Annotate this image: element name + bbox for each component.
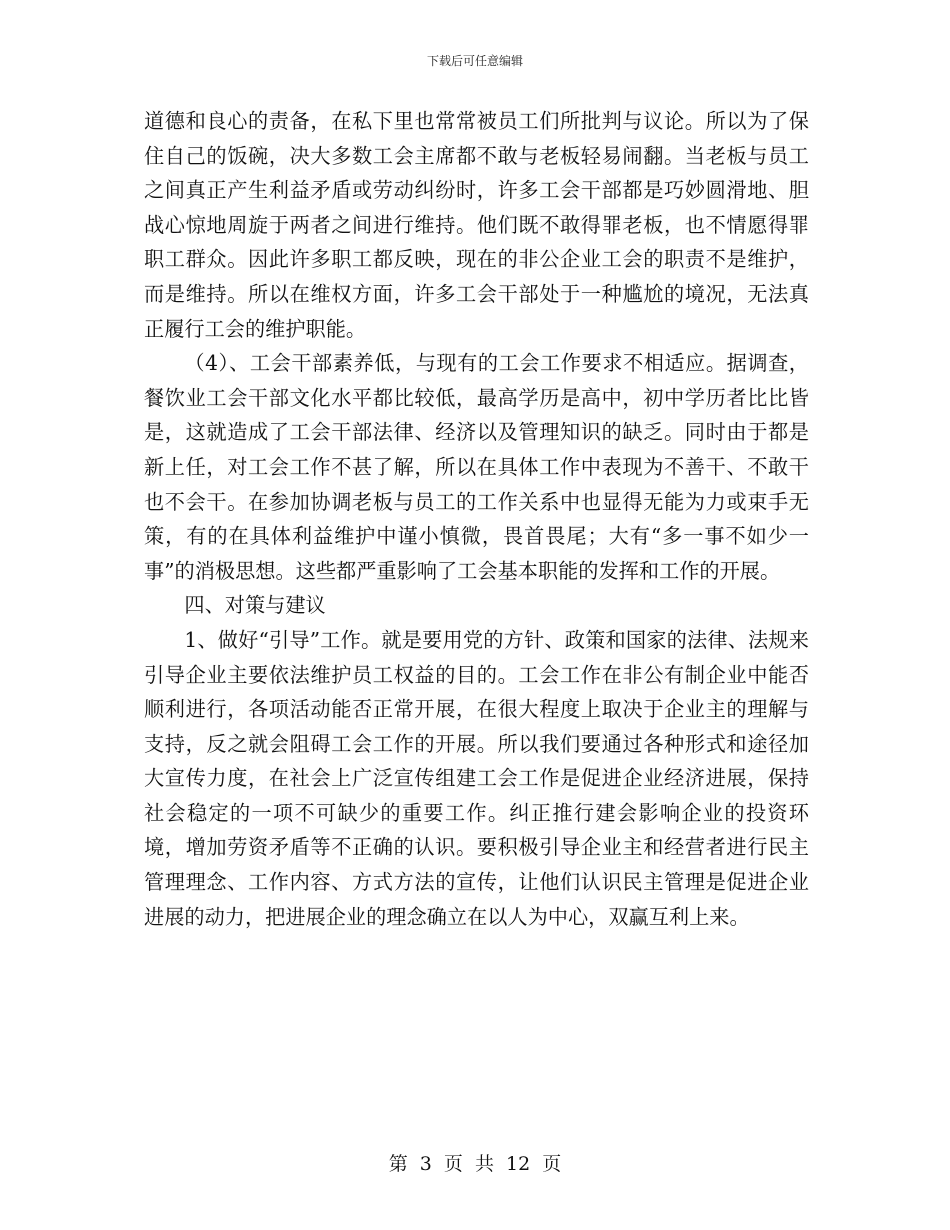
paragraph-continuation: 道德和良心的责备，在私下里也常常被员工们所批判与议论。所以为了保住自己的饭碗，决大多数工会主席都不敢与老板轻易闹翻。当老板与员工之间真正产生利益矛盾或劳动纠纷时，许多工会干部都是巧妙圆滑地、胆战心惊地周旋于两者之间进行维持。他们既不敢得罪老板，也不情愿得罪职工群众。因此许多职工都反映，现在的非公企业工会的职责不是维护，而是维持。所以在维权方面，许多工会干部处于一种尴尬的境况，无法真正履行工会的维护职能。	[144, 109, 809, 341]
section-heading: 四、对策与建议	[184, 593, 326, 618]
paragraph-point-1: 1、做好“引导”工作。就是要用党的方针、政策和国家的法律、法规来引导企业主要依法维护员工权益的目的。工会工作在非公有制企业中能否顺利进行，各项活动能否正常开展，在很大程度上取决于企业主的理解与支持，反之就会阻碍工会工作的开展。所以我们要通过各种形式和途径加大宣传力度，在社会上广泛宣传组建工会工作是促进企业经济进展，保持社会稳定的一项不可缺少的重要工作。纠正推行建会影响企业的投资环境，增加劳资矛盾等不正确的认识。要积极引导企业主和经营者进行民主管理理念、工作内容、方式方法的宣传，让他们认识民主管理是促进企业进展的动力，把进展企业的理念确立在以人为中心，双赢互利上来。	[144, 627, 809, 929]
paragraph-point-4: （4）、工会干部素养低，与现有的工会工作要求不相适应。据调查，餐饮业工会干部文化水平都比较低，最高学历是高中，初中学历者比比皆是，这就造成了工会干部法律、经济以及管理知识的缺乏。同时由于都是新上任，对工会工作不甚了解，所以在具体工作中表现为不善干、不敢干也不会干。在参加协调老板与员工的工作关系中也显得无能为力或束手无策，有的在具体利益维护中谨小慎微，畏首畏尾；大有“多一事不如少一事”的消极思想。这些都严重影响了工会基本职能的发挥和工作的开展。	[144, 351, 809, 583]
page-footer: 第 3 页 共 12 页	[388, 1153, 562, 1175]
page-header: 下载后可任意编辑	[426, 54, 523, 68]
document-body	[144, 104, 809, 934]
